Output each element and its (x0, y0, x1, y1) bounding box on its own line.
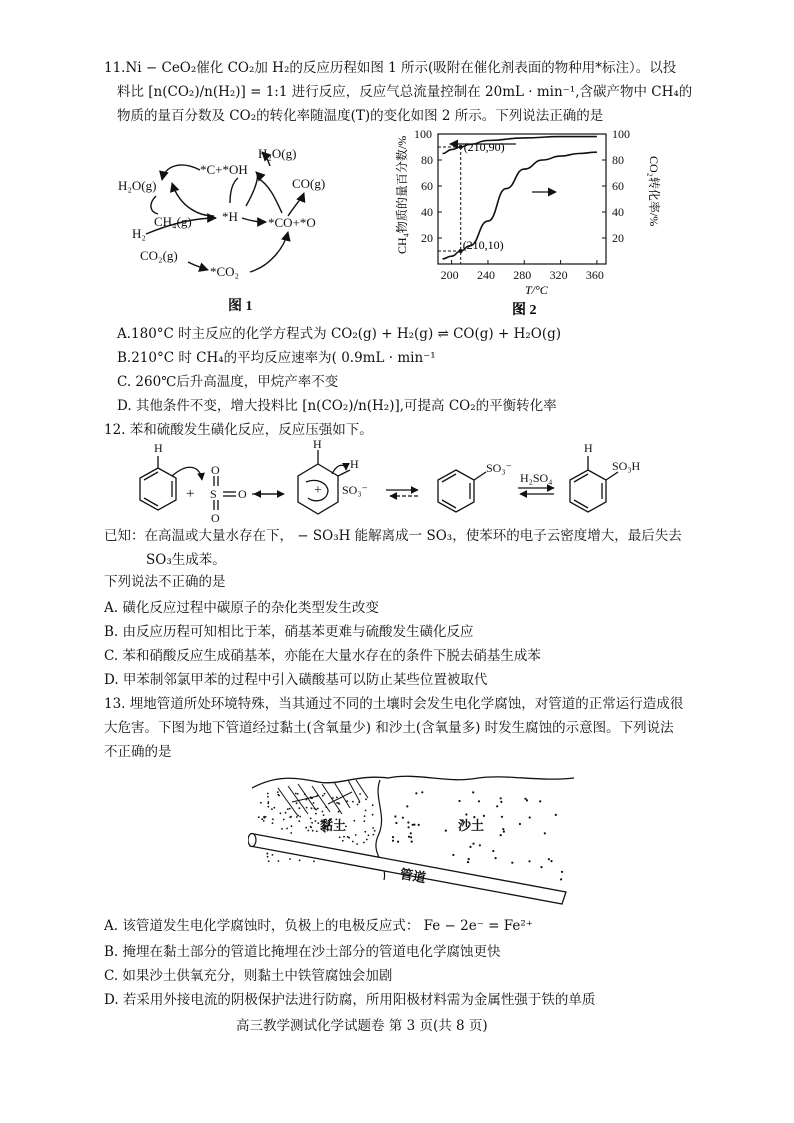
sand-particle (550, 860, 552, 862)
y-axis-label-right: CO₂转化率/% (647, 156, 661, 227)
clay-particle (374, 830, 376, 832)
clay-particle (314, 808, 316, 810)
q11-option-a: A.180°C 时主反应的化学方程式为 CO₂(g) + H₂(g) ⇌ CO(g) + H₂O(g) (117, 326, 561, 342)
q11-option-b: B.210°C 时 CH₄的平均反应速率为( 0.9mL · min⁻¹ (117, 350, 436, 366)
scheme-so3-minus-1: SO₃⁻ (342, 483, 368, 497)
sand-particle (501, 816, 503, 818)
clay-particle (338, 803, 340, 805)
label-clay: 黏土 (320, 818, 347, 833)
x-tick-label: 240 (476, 268, 495, 282)
figure-1-caption: 图 1 (228, 299, 253, 314)
clay-particle (267, 793, 269, 795)
species-co2-gas: CO₂(g) (140, 248, 178, 263)
sand-particle (395, 822, 397, 824)
sand-particle (394, 815, 396, 817)
page-footer: 高三教学测试化学试题卷 第 3 页(共 8 页) (236, 1018, 488, 1034)
q12-option-a: A. 磺化反应过程中碳原子的杂化类型发生改变 (104, 600, 379, 616)
q13-pipeline-figure (248, 768, 578, 910)
sand-particle (415, 792, 417, 794)
scheme-so3h: SO₃H (612, 459, 641, 473)
clay-particle (295, 793, 297, 795)
clay-particle (352, 801, 354, 803)
sand-particle (528, 860, 530, 862)
figure-1-reaction-mechanism (110, 138, 370, 316)
y-right-tick-label: 80 (612, 153, 624, 167)
sand-particle (500, 797, 502, 799)
clay-particle (307, 830, 309, 832)
clay-particle (298, 820, 300, 822)
sand-particle (526, 799, 528, 801)
y-right-tick-label: 40 (612, 205, 624, 219)
clay-particle (363, 842, 365, 844)
sand-particle (397, 841, 399, 843)
q12-option-c: C. 苯和硝酸反应生成硝基苯，亦能在大量水存在的条件下脱去硝基生成苯 (104, 648, 541, 664)
clay-particle (310, 797, 312, 799)
figure-2-chart (392, 126, 664, 322)
y-left-tick-label: 40 (421, 205, 433, 219)
clay-particle (339, 836, 341, 838)
q11-option-d: D. 其他条件不变，增大投料比 [n(CO₂)/n(H₂)],可提高 CO₂的平衡转化率 (117, 398, 557, 414)
clay-particle (278, 860, 280, 862)
clay-particle (261, 818, 263, 820)
sand-particle (500, 801, 502, 803)
sand-particle (529, 816, 531, 818)
clay-particle (267, 856, 269, 858)
ground-surface (252, 776, 574, 788)
sand-particle (496, 805, 498, 807)
x-tick-label: 320 (549, 268, 568, 282)
sand-particle (561, 871, 563, 873)
sand-particle (418, 824, 420, 826)
clay-particle (297, 793, 299, 795)
sand-particle (408, 826, 410, 828)
clay-particle (316, 830, 318, 832)
clay-particle (359, 793, 361, 795)
clay-particle (336, 797, 338, 799)
q12-known-line-2: SO₃生成苯。 (146, 552, 226, 568)
y-left-tick-label: 20 (421, 231, 433, 245)
q11-option-c: C. 260℃后升高温度，甲烷产率不变 (117, 374, 339, 390)
clay-particle (322, 811, 324, 813)
scheme-o-top: O (211, 463, 220, 477)
y-left-tick-label: 80 (421, 153, 433, 167)
clay-particle (267, 806, 269, 808)
sand-particle (472, 791, 474, 793)
scheme-o-bottom: O (211, 511, 220, 522)
q12-title: 12. 苯和硫酸发生磺化反应，反应压强如下。 (104, 422, 373, 438)
species-co2-ads: *CO₂ (210, 264, 240, 279)
clay-particle (355, 834, 357, 836)
benzenesulfonic-acid-ring (570, 470, 606, 512)
clay-particle (263, 820, 265, 822)
clay-particle (313, 860, 315, 862)
clay-particle (373, 834, 375, 836)
clay-particle (299, 860, 301, 862)
sand-particle (452, 854, 454, 856)
benzene-ring-1 (140, 468, 176, 510)
q13-option-b: B. 掩埋在黏土部分的管道比掩埋在沙土部分的管道电化学腐蚀更快 (104, 944, 501, 960)
clay-particle (277, 791, 279, 793)
sand-particle (412, 824, 414, 826)
y-left-tick-label: 60 (421, 179, 433, 193)
sand-particle (478, 800, 480, 802)
q13-stem-line-2: 大危害。下图为地下管道经过黏土(含氧量少) 和沙土(含氧量多) 时发生腐蚀的示意图。下列说法 (104, 720, 674, 736)
clay-particle (324, 793, 326, 795)
clay-particle (343, 836, 345, 838)
scheme-h-3: H (350, 457, 359, 471)
clay-particle (352, 841, 354, 843)
clay-particle (297, 815, 299, 817)
species-c-oh: *C+*OH (200, 162, 248, 177)
clay-particle (365, 810, 367, 812)
clay-particle (346, 800, 348, 802)
clay-particle (325, 806, 327, 808)
clay-particle (272, 854, 274, 856)
clay-particle (267, 796, 269, 798)
sand-particle (472, 843, 474, 845)
scheme-h2so4: H₂SO₄ (520, 471, 553, 485)
clay-particle (280, 812, 282, 814)
q12-known-line-1: 已知：在高温或大量水存在下， − SO₃H 能解离成一 SO₃，使苯环的电子云密度增大，最后失去 (104, 528, 682, 544)
clay-particle (363, 820, 365, 822)
clay-particle (305, 827, 307, 829)
clay-particle (289, 808, 291, 810)
clay-particle (265, 816, 267, 818)
clay-particle (315, 820, 317, 822)
q11-stem-line-1: 11.Ni − CeO₂催化 CO₂加 H₂的反应历程如图 1 所示(吸附在催化剂表面的物种用*标注）。以投 (104, 60, 677, 76)
sand-particle (465, 813, 467, 815)
clay-particle (290, 832, 292, 834)
sand-particle (540, 866, 542, 868)
clay-particle (299, 807, 301, 809)
clay-particle (313, 802, 315, 804)
sand-particle (402, 817, 404, 819)
sand-particle (392, 836, 394, 838)
clay-particle (299, 816, 301, 818)
y-right-tick-label: 100 (612, 127, 630, 141)
scheme-plus: + (186, 486, 195, 502)
scheme-h-4: H (584, 441, 593, 455)
clay-particle (358, 801, 360, 803)
annotation-point-210-10: (210,10) (462, 238, 504, 252)
sand-particle (410, 832, 412, 834)
q13-option-d: D. 若采用外接电流的阴极保护法进行防腐，所用阳极材料需为金属性强于铁的单质 (104, 992, 596, 1008)
clay-particle (277, 794, 279, 796)
clay-particle (286, 828, 288, 830)
label-pipe: 管道 (398, 866, 428, 886)
sand-particle (406, 805, 408, 807)
q11-stem-line-3: 物质的量百分数及 CO₂的转化率随温度(T)的变化如图 2 所示。下列说法正确的是 (117, 108, 604, 124)
clay-particle (287, 808, 289, 810)
clay-particle (306, 807, 308, 809)
annotation-point-210-90: (210,90) (463, 140, 505, 154)
scheme-h-1: H (154, 441, 163, 455)
clay-particle (322, 795, 324, 797)
sand-particle (469, 846, 471, 848)
sand-particle (410, 836, 412, 838)
scheme-h-2: H (313, 440, 322, 451)
clay-particle (290, 816, 292, 818)
sand-particle (407, 821, 409, 823)
q11-stem-line-2: 料比 [n(CO₂)/n(H₂)] = 1:1 进行反应，反应气总流量控制在 20mL · min⁻¹,含碳产物中 CH₄的 (117, 84, 693, 100)
clay-particle (306, 799, 308, 801)
clay-particle (323, 814, 325, 816)
clay-particle (311, 807, 313, 809)
sand-particle (519, 823, 521, 825)
clay-particle (347, 836, 349, 838)
label-sand: 沙土 (458, 818, 485, 833)
clay-particle (291, 825, 293, 827)
scheme-so3-minus-2: SO₃⁻ (486, 461, 512, 475)
clay-particle (342, 840, 344, 842)
benzenesulfonate-ring (438, 470, 474, 512)
clay-particle (357, 804, 359, 806)
clay-particle (365, 798, 367, 800)
x-tick-label: 200 (440, 268, 459, 282)
sand-particle (421, 791, 423, 793)
clay-particle (260, 802, 262, 804)
figure-2-caption: 图 2 (512, 303, 537, 318)
clay-particle (311, 822, 313, 824)
x-tick-label: 280 (513, 268, 532, 282)
clay-particle (364, 831, 366, 833)
sand-particle (468, 858, 470, 860)
y-right-tick-label: 20 (612, 231, 624, 245)
q12-sulfonation-scheme (128, 440, 648, 522)
sand-particle (502, 828, 504, 830)
clay-particle (317, 822, 319, 824)
species-h2: H₂ (132, 226, 146, 241)
clay-particle (271, 808, 273, 810)
clay-particle (372, 814, 374, 816)
clay-hatching (278, 780, 368, 816)
species-co-o: *CO+*O (268, 215, 316, 230)
sand-particle (548, 858, 550, 860)
sand-particle (539, 800, 541, 802)
clay-particle (353, 820, 355, 822)
sand-particle (467, 861, 469, 863)
species-h2o-left: H₂O(g) (118, 178, 157, 193)
x-axis-label: T/°C (525, 283, 548, 297)
clay-particle (332, 797, 334, 799)
clay-particle (372, 827, 374, 829)
sand-particle (555, 814, 557, 816)
sand-particle (495, 857, 497, 859)
clay-particle (289, 858, 291, 860)
y-right-tick-label: 60 (612, 179, 624, 193)
clay-particle (283, 819, 285, 821)
clay-particle (258, 816, 260, 818)
scheme-ring-plus: + (314, 483, 322, 498)
clay-particle (272, 818, 274, 820)
q13-stem-line-1: 13. 埋地管道所处环境特殊，当其通过不同的土壤时会发生电化学腐蚀，对管道的正常运行造成很 (104, 696, 684, 712)
clay-particle (281, 828, 283, 830)
scheme-o-right: O (238, 487, 247, 501)
clay-particle (285, 812, 287, 814)
sand-particle (408, 836, 410, 838)
clay-particle (366, 839, 368, 841)
species-co-gas: CO(g) (292, 176, 326, 191)
clay-particle (368, 834, 370, 836)
clay-particle (268, 801, 270, 803)
species-ch4: CH₄(g) (154, 214, 192, 229)
clay-particle (310, 818, 312, 820)
q12-question: 下列说法不正确的是 (104, 574, 226, 590)
clay-particle (310, 826, 312, 828)
sand-particle (392, 840, 394, 842)
clay-particle (315, 813, 317, 815)
q12-option-d: D. 甲苯制邻氯甲苯的过程中引入磺酸基可以防止某些位置被取代 (104, 672, 488, 688)
q13-stem-line-3: 不正确的是 (104, 744, 172, 760)
species-h-ads: *H (222, 209, 238, 224)
sand-particle (544, 832, 546, 834)
clay-particle (304, 793, 306, 795)
sand-particle (524, 798, 526, 800)
q13-option-c: C. 如果沙土供氧充分，则黏土中铁管腐蚀会加剧 (104, 968, 393, 984)
q13-option-a: A. 该管道发生电化学腐蚀时，负极上的电极反应式： Fe − 2e⁻ = Fe²⁺ (104, 918, 533, 934)
clay-particle (338, 811, 340, 813)
clay-particle (356, 843, 358, 845)
clay-particle (296, 816, 298, 818)
clay-particle (315, 809, 317, 811)
clay-particle (364, 815, 366, 817)
clay-particle (272, 822, 274, 824)
sand-particle (458, 800, 460, 802)
y-axis-label-left: CH₄物质的量百分数/% (395, 135, 409, 254)
clay-particle (296, 802, 298, 804)
sand-particle (503, 831, 505, 833)
clay-particle (336, 802, 338, 804)
y-left-tick-label: 100 (414, 127, 432, 141)
sand-particle (445, 830, 447, 832)
sand-particle (483, 815, 485, 817)
q12-option-b: B. 由反应历程可知相比于苯，硝基苯更难与硫酸发生磺化反应 (104, 624, 474, 640)
x-tick-label: 360 (585, 268, 604, 282)
sand-particle (492, 850, 494, 852)
clay-particle (263, 816, 265, 818)
sand-particle (560, 878, 562, 880)
sand-particle (511, 862, 513, 864)
clay-particle (316, 795, 318, 797)
clay-particle (317, 808, 319, 810)
clay-particle (266, 853, 268, 855)
scheme-s: S (210, 487, 217, 501)
clay-particle (268, 860, 270, 862)
clay-particle (273, 807, 275, 809)
clay-particle (312, 830, 314, 832)
sand-particle (500, 834, 502, 836)
clay-particle (372, 804, 374, 806)
species-h2o-top: H₂O(g) (258, 146, 297, 161)
sand-particle (411, 841, 413, 843)
sand-particle (479, 844, 481, 846)
